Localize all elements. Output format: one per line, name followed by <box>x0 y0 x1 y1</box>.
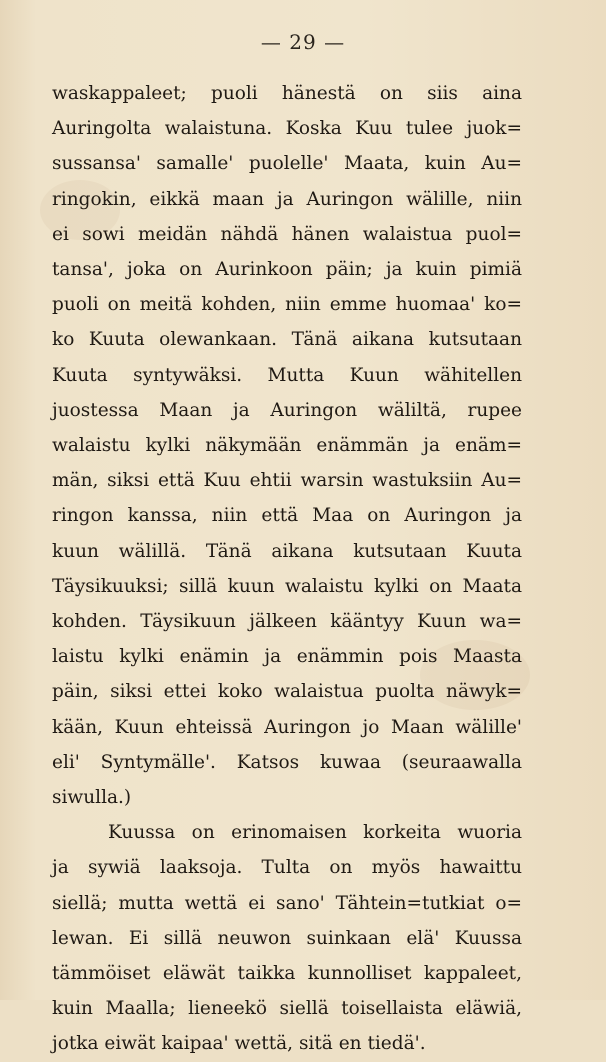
text-line: Täysikuuksi; sillä kuun walaistu kylki on Maata <box>52 575 522 597</box>
text-line: kuun wälillä. Tänä aikana kutsutaan Kuuta <box>52 540 522 562</box>
text-line: ringokin, eikkä maan ja Auringon wälille, niin <box>52 188 522 210</box>
text-line: ei sowi meidän nähdä hänen walaistua puol= <box>52 223 522 245</box>
text-line: kohden. Täysikuun jälkeen kääntyy Kuun wa= <box>52 611 522 633</box>
text-line: puoli on meitä kohden, niin emme huomaa' ko= <box>52 294 522 316</box>
text-line: walaistu kylki näkymään enämmän ja enäm= <box>52 435 522 457</box>
text-line: tämmöiset eläwät taikka kunnolliset kappaleet, <box>52 963 522 985</box>
text-line: jotka eiwät kaipaa' wettä, sitä en tiedä'. <box>52 1033 426 1055</box>
text-line: Auringolta walaistuna. Koska Kuu tulee juok= <box>52 118 522 140</box>
body-text <box>52 76 522 1062</box>
text-line: kään, Kuun ehteissä Auringon jo Maan wälille' <box>52 716 522 738</box>
text-line: män, siksi että Kuu ehtii warsin wastuksiin Au= <box>52 470 522 492</box>
text-line: päin, siksi ettei koko walaistua puolta näwyk= <box>52 681 522 703</box>
text-line: Kuussa on erinomaisen korkeita wuoria <box>108 822 522 844</box>
text-line: ringon kanssa, niin että Maa on Auringon ja <box>52 505 522 527</box>
paragraph <box>52 76 522 815</box>
text-line: lewan. Ei sillä neuwon suinkaan elä' Kuussa <box>52 927 522 949</box>
page-number: — 29 — <box>260 30 346 54</box>
text-line: eli' Syntymälle'. Katsos kuwaa (seuraawalla <box>52 751 522 773</box>
text-line: ja sywiä laaksoja. Tulta on myös hawaittu <box>52 857 522 879</box>
text-line: kuin Maalla; lieneekö siellä toisellaista eläwiä, <box>52 998 522 1020</box>
paragraph <box>52 815 522 1061</box>
text-line: ko Kuuta olewankaan. Tänä aikana kutsutaan <box>52 329 522 351</box>
text-line: sussansa' samalle' puolelle' Maata, kuin Au= <box>52 153 522 175</box>
text-line: Kuuta syntywäksi. Mutta Kuun wähitellen <box>52 364 522 386</box>
text-line: tansa', joka on Aurinkoon päin; ja kuin pimiä <box>52 259 522 281</box>
text-line: waskappaleet; puoli hänestä on siis aina <box>52 83 522 104</box>
text-line: juostessa Maan ja Auringon wäliltä, rupee <box>52 399 522 421</box>
text-line: siellä; mutta wettä ei sano' Tähtein=tutkiat o= <box>52 892 522 914</box>
text-line: laistu kylki enämin ja enämmin pois Maasta <box>52 646 522 668</box>
text-line: siwulla.) <box>52 787 132 809</box>
